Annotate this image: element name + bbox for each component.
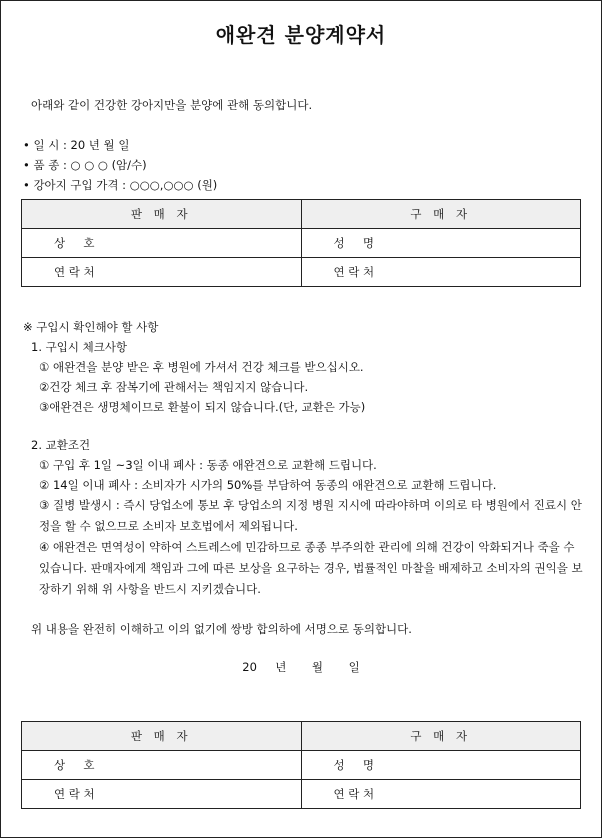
section2-item-1: ① 구입 후 1일 ~3일 이내 폐사 : 동종 애완견으로 교환해 드립니다.: [39, 458, 377, 472]
seller-header: 판 매 자: [22, 200, 302, 229]
buyer-header: 구 매 자: [301, 200, 581, 229]
section2-item-3: ③ 질병 발생시 : 즉시 당업소에 통보 후 당업소의 지정 병원 지시에 따라야하며 이의로 타 병원에서 진료시 안정을 할 수 없으므로 소비자 보호법에서 제외됩니다.: [39, 498, 582, 533]
seller-contact-cell[interactable]: [22, 258, 302, 287]
section2-item-4: ④ 애완견은 면역성이 약하여 스트레스에 민감하므로 종종 부주의한 관리에 의해 건강이 악화되거나 죽을 수 있습니다. 판매자에게 책임과 그에 따른 보상을 요구하는 경우, 법률적인 마찰을 배제하고 소비자의 권익을 보장하기 위해 위 사항을 반드시 지키겠습니다.: [39, 540, 583, 596]
document-title: 애완견 분양계약서: [215, 23, 387, 47]
bullet-breed: • 품 종 : ○ ○ ○ (암/수): [23, 158, 147, 172]
intro-text: 아래와 같이 건강한 강아지만을 분양에 관해 동의합니다.: [31, 98, 313, 112]
seller-contact-label: 연 락 처: [54, 787, 95, 801]
buyer-header: 구 매 자: [301, 722, 581, 751]
buyer-contact-label: 연 락 처: [333, 787, 375, 801]
buyer-name-label: 성 명: [333, 236, 374, 250]
seller-header: 판 매 자: [22, 722, 302, 751]
seller-company-label: 상 호: [54, 236, 95, 250]
seller-company-cell[interactable]: [22, 229, 302, 258]
section1-item-2: ②건강 체크 후 잠복기에 관해서는 책임지지 않습니다.: [39, 380, 309, 394]
seller-contact-cell[interactable]: [22, 780, 302, 809]
buyer-name-cell[interactable]: [301, 229, 581, 258]
buyer-name-cell[interactable]: [301, 751, 581, 780]
section1-heading: 1. 구입시 체크사항: [31, 340, 128, 354]
seller-company-label: 상 호: [54, 758, 95, 772]
section2-heading: 2. 교환조건: [31, 438, 91, 452]
date-line: 20 년 월 일: [242, 660, 360, 674]
seller-contact-label: 연 락 처: [54, 265, 95, 279]
section2-item-2: ② 14일 이내 폐사 : 소비자가 시가의 50%를 부담하여 동종의 애완견으로 교환해 드립니다.: [39, 478, 497, 492]
section1-item-1: ① 애완견을 분양 받은 후 병원에 가셔서 건강 체크를 받으십시오.: [39, 360, 364, 374]
closing-text: 위 내용을 완전히 이해하고 이의 없기에 쌍방 합의하에 서명으로 동의합니다.: [31, 622, 412, 636]
notice-heading: ※ 구입시 확인해야 할 사항: [23, 320, 159, 334]
buyer-name-label: 성 명: [333, 758, 374, 772]
buyer-contact-cell[interactable]: [301, 258, 581, 287]
bullet-price: • 강아지 구입 가격 : ○○○,○○○ (원): [23, 178, 218, 192]
bullet-date: • 일 시 : 20 년 월 일: [23, 138, 130, 152]
section1-item-3: ③애완견은 생명체이므로 환불이 되지 않습니다.(단, 교환은 가능): [39, 400, 366, 414]
signature-table-bottom: [21, 721, 581, 809]
signature-table-top: [21, 199, 581, 287]
buyer-contact-cell[interactable]: [301, 780, 581, 809]
seller-company-cell[interactable]: [22, 751, 302, 780]
buyer-contact-label: 연 락 처: [333, 265, 375, 279]
